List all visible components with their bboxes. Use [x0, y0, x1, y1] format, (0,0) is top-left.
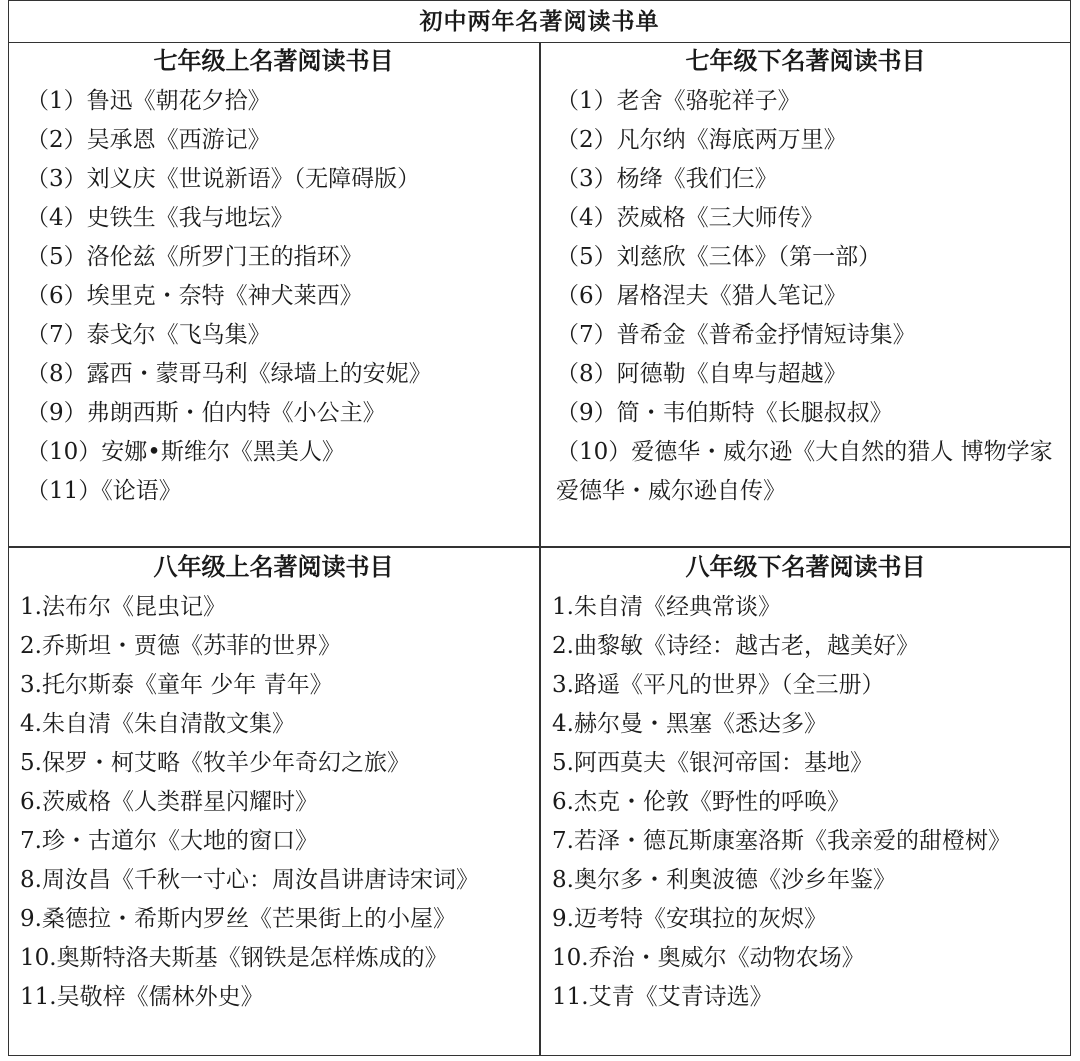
list-item: （7）泰戈尔《飞鸟集》: [26, 322, 271, 348]
list-item: 7.珍・古道尔《大地的窗口》: [20, 828, 318, 854]
list-item: 3.路遥《平凡的世界》（全三册）: [552, 672, 885, 698]
document-title: 初中两年名著阅读书单: [8, 2, 1071, 43]
book-list: [20, 588, 537, 1017]
list-item: （5）洛伦兹《所罗门王的指环》: [26, 244, 363, 270]
list-item: （8）露西・蒙哥马利《绿墙上的安妮》: [26, 361, 432, 387]
list-item: 4.赫尔曼・黑塞《悉达多》: [552, 711, 827, 737]
list-item: 6.茨威格《人类群星闪耀时》: [20, 789, 318, 815]
book-list: [552, 588, 1069, 1017]
list-item: 7.若泽・德瓦斯康塞洛斯《我亲爱的甜橙树》: [552, 828, 1011, 854]
list-item: 3.托尔斯泰《童年 少年 青年》: [20, 672, 333, 698]
list-item: （2）凡尔纳《海底两万里》: [556, 127, 847, 153]
list-item: （3）杨绛《我们仨》: [556, 166, 778, 192]
list-item: （7）普希金《普希金抒情短诗集》: [556, 322, 916, 348]
section-heading: 八年级上名著阅读书目: [153, 552, 394, 581]
book-list: [26, 82, 535, 511]
list-item: 11.艾青《艾青诗选》: [552, 984, 773, 1010]
list-item: （8）阿德勒《自卑与超越》: [556, 361, 847, 387]
list-item: （1）鲁迅《朝花夕拾》: [26, 88, 271, 114]
list-item: 6.杰克・伦敦《野性的呼唤》: [552, 789, 850, 815]
list-item: 2.曲黎敏《诗经：越古老，越美好》: [552, 633, 919, 659]
section-heading: 八年级下名著阅读书目: [685, 552, 926, 581]
section-heading: 七年级上名著阅读书目: [153, 46, 394, 75]
book-list: [556, 82, 1065, 510]
list-item: （3）刘义庆《世说新语》（无障碍版）: [26, 166, 421, 192]
list-item: 9.桑德拉・希斯内罗丝《芒果街上的小屋》: [20, 906, 456, 932]
list-item: （10）爱德华・威尔逊《大自然的猎人 博物学家爱德华・威尔逊自传》: [556, 439, 1053, 504]
list-item: （6）埃里克・奈特《神犬莱西》: [26, 283, 363, 309]
list-item: 8.周汝昌《千秋一寸心：周汝昌讲唐诗宋词》: [20, 867, 479, 893]
list-item: 8.奥尔多・利奥波德《沙乡年鉴》: [552, 867, 896, 893]
list-item: （2）吴承恩《西游记》: [26, 127, 271, 153]
list-item: 1.法布尔《昆虫记》: [20, 594, 226, 620]
list-item: （1）老舍《骆驼祥子》: [556, 88, 801, 114]
section-grade7-lower: [540, 42, 1071, 546]
list-item: 10.奥斯特洛夫斯基《钢铁是怎样炼成的》: [20, 945, 448, 971]
section-grade7-upper: [8, 42, 539, 546]
list-item: 10.乔治・奥威尔《动物农场》: [552, 945, 865, 971]
list-item: （5）刘慈欣《三体》（第一部）: [556, 244, 882, 270]
list-item: （9）简・韦伯斯特《长腿叔叔》: [556, 400, 893, 426]
list-item: 2.乔斯坦・贾德《苏菲的世界》: [20, 633, 341, 659]
list-item: （9）弗朗西斯・伯内特《小公主》: [26, 400, 386, 426]
list-item: （4）史铁生《我与地坛》: [26, 205, 294, 231]
section-heading: 七年级下名著阅读书目: [685, 46, 926, 75]
list-item: 5.阿西莫夫《银河帝国：基地》: [552, 750, 873, 776]
list-item: 1.朱自清《经典常谈》: [552, 594, 781, 620]
section-grade8-upper: [8, 548, 539, 1056]
list-item: 5.保罗・柯艾略《牧羊少年奇幻之旅》: [20, 750, 410, 776]
list-item: （10）安娜•斯维尔《黑美人》: [26, 439, 345, 465]
list-item: （11）《论语》: [26, 478, 182, 504]
list-item: 11.吴敬梓《儒林外史》: [20, 984, 264, 1010]
reading-list-document: [8, 0, 1071, 1056]
list-item: （6）屠格涅夫《猎人笔记》: [556, 283, 847, 309]
section-grade8-lower: [540, 548, 1071, 1056]
list-item: （4）茨威格《三大师传》: [556, 205, 824, 231]
list-item: 9.迈考特《安琪拉的灰烬》: [552, 906, 827, 932]
list-item: 4.朱自清《朱自清散文集》: [20, 711, 295, 737]
